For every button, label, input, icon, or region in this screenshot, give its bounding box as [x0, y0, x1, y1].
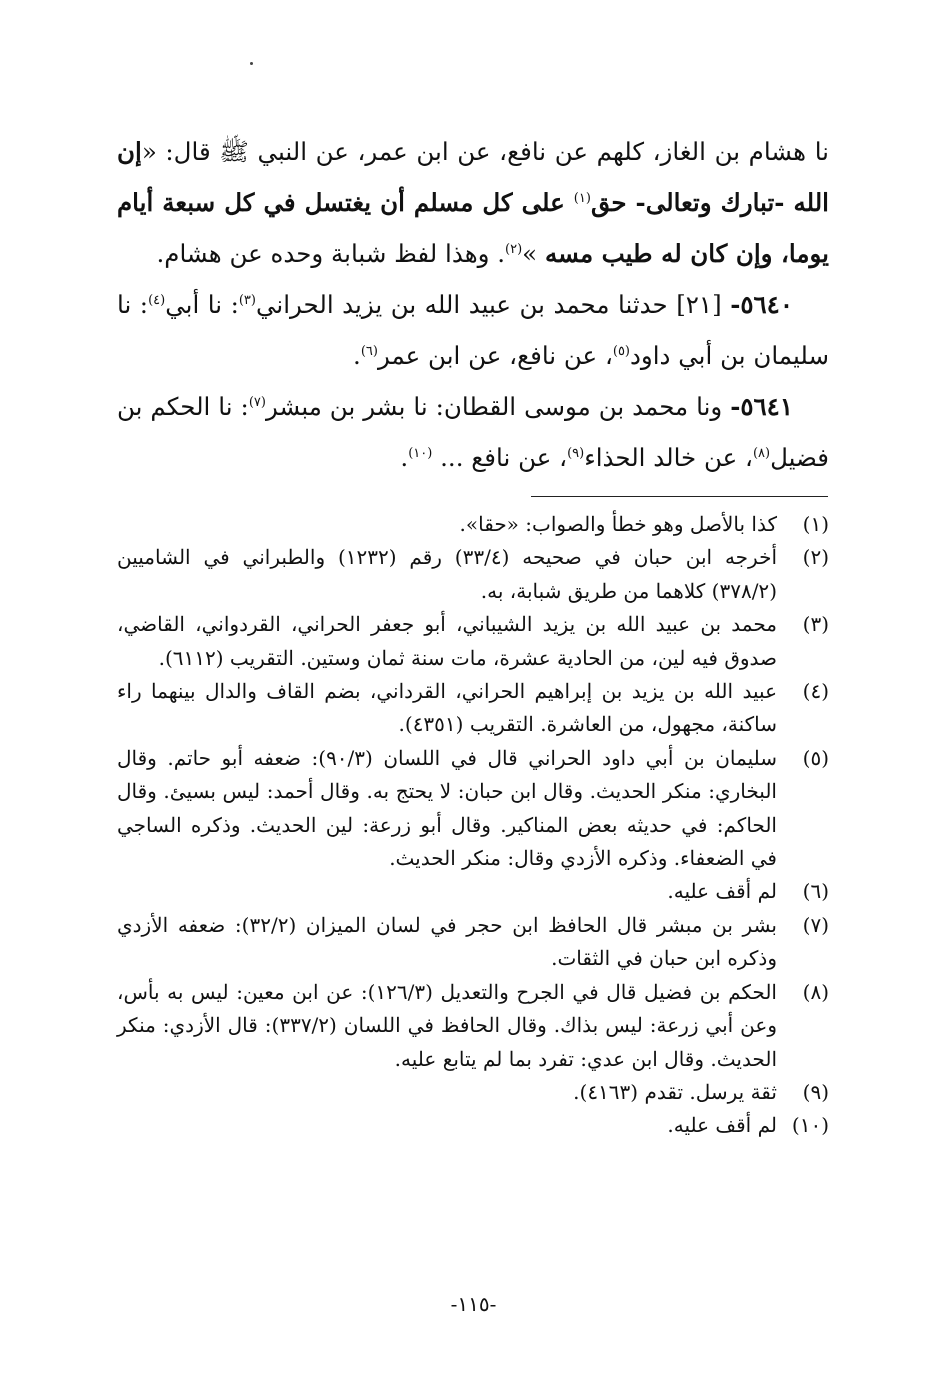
footnote-number: (١٠)	[791, 1113, 829, 1138]
text-run: ونا محمد بن موسى القطان: نا بشر بن مبشر	[265, 392, 731, 421]
footnote-number: (٨)	[802, 979, 829, 1004]
footnote-text: لم أقف عليه.	[667, 1113, 777, 1138]
footnote-text: عبيد الله بن يزيد بن إبراهيم الحراني، القرداني، بضم القاف والدال بينهما راء ساكنة، مجهول، من العاشرة. التقريب (٤٣٥١).	[117, 679, 777, 737]
footnote-ref-10: (١٠)	[408, 445, 433, 461]
footnote-text: سليمان بن أبي داود الحراني قال في اللسان (٩٠/٣): ضعفه أبو حاتم. وقال البخاري: منكر الحديث. وقال ابن حبان: لا يحتج به. وقال أحمد: ليس بسيئ. وقال الحاكم: في حديثه بعض المناكير. وقال أبو زرعة: لين الحديث. وذكره الساجي في الضعفاء. وذكره الأزدي وقال: منكر الحديث.	[117, 745, 778, 871]
text-run: [٢١] حدثنا محمد بن عبيد الله بن يزيد الحراني	[255, 290, 731, 319]
footnote-number: (٦)	[802, 879, 829, 904]
footnote	[117, 1076, 829, 1109]
footnote-number: (٣)	[802, 612, 829, 637]
footnote-number: (٧)	[802, 912, 829, 937]
text-run: .	[353, 341, 361, 370]
footnote-ref-1: (١)	[573, 190, 591, 206]
text-run: »	[522, 239, 545, 268]
text-run: نا هشام بن الغاز، كلهم عن نافع، عن ابن عمر، عن النبي ﷺ قال: «	[141, 137, 829, 166]
text-run: ، عن خالد الحذاء	[584, 443, 753, 472]
footnote-text: أخرجه ابن حبان في صحيحه (٣٣/٤) رقم (١٢٣٢) والطبراني في الشاميين (٣٧٨/٢) كلاهما من طريق شبابة، به.	[117, 545, 777, 603]
text-run: : نا سليمان بن أبي داود	[117, 290, 829, 370]
hadith-number: ٥٦٤٠-	[730, 290, 793, 319]
footnote-ref-3: (٣)	[238, 292, 256, 308]
hadith-paragraph-5640	[117, 279, 829, 381]
footnote	[117, 976, 829, 1076]
footnote	[117, 508, 829, 541]
footnote	[117, 608, 829, 675]
footnote-separator	[531, 496, 828, 497]
footnotes-list	[117, 508, 829, 1143]
text-run: ، عن نافع ...	[432, 443, 568, 472]
text-run: . وهذا لفظ شبابة وحده عن هشام.	[156, 239, 506, 268]
hadith-paragraph-1	[117, 126, 829, 279]
main-text	[117, 126, 829, 483]
footnote-ref-8: (٨)	[752, 445, 771, 461]
footnote-number: (٢)	[802, 545, 829, 570]
footnote-number: (٥)	[802, 745, 829, 770]
footnote	[117, 742, 829, 876]
text-run: .	[400, 443, 409, 472]
text-run: : نا الحكم بن فضيل	[117, 392, 829, 472]
text-run: ، عن نافع، عن ابن عمر	[377, 341, 613, 370]
text-run: : نا أبي	[165, 290, 239, 319]
hadith-paragraph-5641	[117, 381, 829, 483]
footnote-ref-9: (٩)	[567, 445, 585, 461]
page-speck	[250, 62, 253, 65]
footnote	[117, 909, 829, 976]
hadith-matn-bold: إن الله -تبارك وتعالى- حق	[117, 137, 829, 217]
page-number: -١١٥-	[450, 1292, 497, 1316]
footnote-ref-7: (٧)	[248, 394, 266, 410]
footnote-text: محمد بن عبيد الله بن يزيد الشيباني، أبو جعفر الحراني، القردواني، القاضي، صدوق فيه لين، من الحادية عشرة، مات سنة ثمان وستين. التقريب (٦١١٢).	[117, 612, 777, 670]
footnote-ref-2: (٢)	[505, 241, 523, 257]
footnote-number: (١)	[802, 512, 829, 536]
footnote-ref-5: (٥)	[612, 343, 630, 359]
hadith-number: ٥٦٤١-	[730, 392, 793, 421]
footnote	[117, 675, 829, 742]
footnote-text: ثقة يرسل. تقدم (٤١٦٣).	[573, 1079, 777, 1104]
hadith-matn-bold-continued: على كل مسلم أن يغتسل في كل سبعة أيام يوما، وإن كان له طيب مسه	[117, 188, 829, 268]
footnote-text: بشر بن مبشر قال الحافظ ابن حجر في لسان الميزان (٣٢/٢): ضعفه الأزدي وذكره ابن حبان في الثقات.	[117, 912, 777, 971]
footnote-text: كذا بالأصل وهو خطأ والصواب: «حقا».	[459, 512, 777, 536]
footnote	[117, 541, 829, 608]
footnote-text: لم أقف عليه.	[667, 879, 777, 904]
footnote-text: الحكم بن فضيل قال في الجرح والتعديل (١٢٦/٣): عن ابن معين: ليس به بأس، وعن أبي زرعة: ليس بذاك. وقال الحافظ في اللسان (٣٣٧/٢): قال الأزدي: منكر الحديث. وقال ابن عدي: تفرد بما لم يتابع عليه.	[117, 979, 777, 1071]
footnote	[117, 875, 829, 908]
footnote-ref-6: (٦)	[360, 343, 378, 359]
footnote-number: (٩)	[802, 1079, 829, 1104]
footnote-number: (٤)	[802, 679, 829, 704]
footnote-ref-4: (٤)	[148, 292, 166, 308]
footnote	[117, 1109, 829, 1142]
